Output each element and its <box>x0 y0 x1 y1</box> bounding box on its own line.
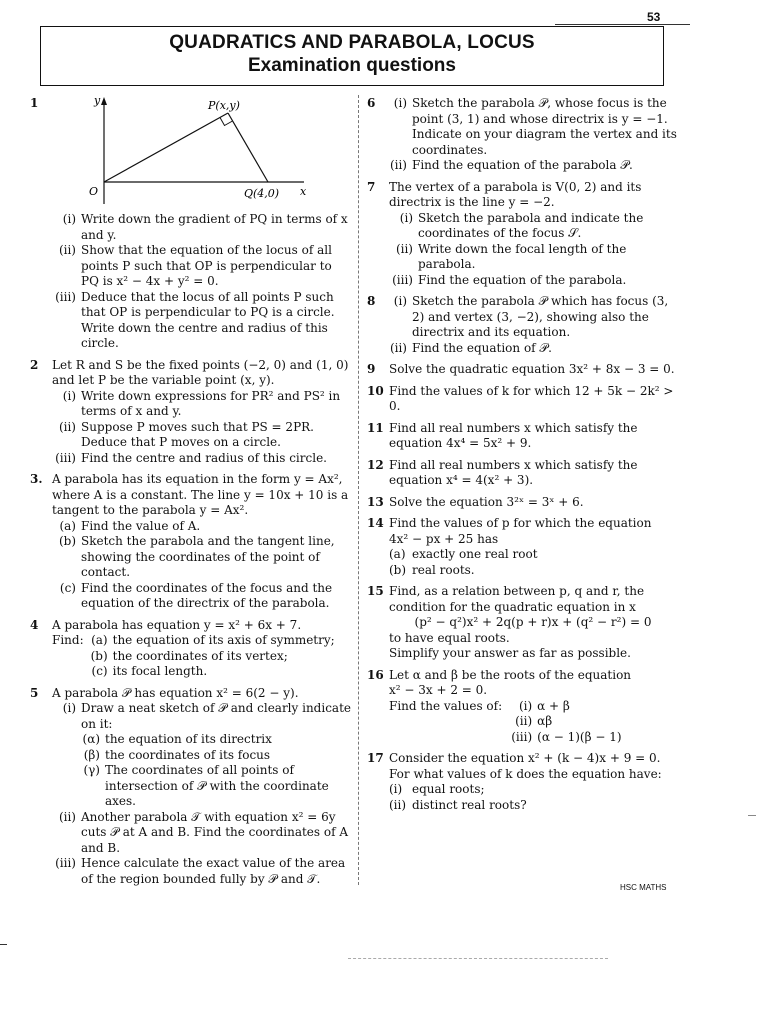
part: (i) Sketch the parabola and indicate the coordinates of the focus 𝒮. <box>399 210 644 240</box>
question-5: 5 A parabola 𝒫 has equation x² = 6(2 − y). (i) Draw a neat sketch of 𝒫 and clearly indicate on it: (α) the equation of its directrix (β) the coordinates of its focus (γ) The coordinates of all points of intersection of 𝒫 with the coordinate axes. (ii) Another parabola 𝒯 with equation x² = 6y cuts 𝒫 at A and B. Find the coordinates of A and B. (iii) Hence calculate the exact value of the area of the region bounded fully by 𝒫 and 𝒯. <box>30 685 351 886</box>
equation: (p² − q²)x² + 2q(p + r)x + (q² − r²) = 0 <box>414 615 652 629</box>
question-7: 7 The vertex of a parabola is V(0, 2) and its directrix is the line y = −2. (i) Sketch the parabola and indicate the coordinates of the focus 𝒮. (ii) Write down the focal length of the parabola. (iii) Find the equation of the parabola. <box>367 180 677 289</box>
question-3: 3. A parabola has its equation in the form y = Ax², where A is a constant. The line y = 10x + 10 is a tangent to the parabola y = Ax². (a) Find the value of A. (b) Sketch the parabola and the tangent line, showing the coordinates of the point of contact. (c) Find the coordinates of the focus and the equation of the directrix of the parabola. <box>30 472 352 612</box>
part: (ii) Another parabola 𝒯 with equation x² = 6y cuts 𝒫 at A and B. Find the coordinates of A and B. <box>58 809 349 855</box>
footer-label: HSC MATHS <box>620 883 667 892</box>
question-number: 1 <box>30 96 39 110</box>
question-9: 9 Solve the quadratic equation 3x² + 8x − 3 = 0. <box>367 362 675 376</box>
part: (iii) Find the equation of the parabola. <box>392 272 627 287</box>
part: (iii) (α − 1)(β − 1) <box>511 729 622 744</box>
margin-mark <box>748 815 756 816</box>
question-6: 6 (i) Sketch the parabola 𝒫, whose focus is the point (3, 1) and whose directrix is y = −1. Indicate on your diagram the vertex and its coordinates. (ii) Find the equation of the parabola 𝒫. <box>367 96 677 172</box>
part: (ii) Show that the equation of the locus of all points P such that OP is perpendicular to PQ is x² − 4x + y² = 0. <box>58 243 332 288</box>
part: (iii) Find the centre and radius of this circle. <box>55 450 327 465</box>
question-4: 4 A parabola has equation y = x² + 6x + 7. Find: (a) the equation of its axis of symmetry; (b) the coordinates of its vertex; (c) its focal length. <box>30 618 352 680</box>
question-intro: Let R and S be the fixed points (−2, 0) and (1, 0) and let P be the variable point (x, y). <box>52 357 349 387</box>
question-17: 17 Consider the equation x² + (k − 4)x + 9 = 0. For what values of k does the equation have: (i) equal roots; (ii) distinct real roots? <box>367 751 677 813</box>
part: (b) Sketch the parabola and the tangent line, showing the coordinates of the point of contact. <box>58 534 335 579</box>
origin-label: O <box>89 185 99 198</box>
locus-figure <box>52 96 312 208</box>
y-axis-label: y <box>94 96 101 107</box>
part: (a) exactly one real root <box>389 547 538 561</box>
page-subtitle: Examination questions <box>248 55 456 76</box>
equation: 4x² − px + 25 has <box>389 531 499 546</box>
part: (ii) Find the equation of 𝒫. <box>389 340 552 355</box>
question-1 <box>30 96 352 352</box>
question-intro: The vertex of a parabola is V(0, 2) and its directrix is the line y = −2. <box>389 179 642 209</box>
right-column <box>367 96 677 819</box>
header-box <box>40 26 664 86</box>
part: (a) the equation of its axis of symmetry; <box>91 633 335 647</box>
question-intro: A parabola has equation y = x² + 6x + 7. <box>52 617 302 632</box>
part: (i) α + β <box>518 698 570 713</box>
question-intro: A parabola 𝒫 has equation x² = 6(2 − y). <box>52 685 299 700</box>
part: (c) Find the coordinates of the focus and the equation of the directrix of the parabola. <box>59 580 333 610</box>
question-intro: A parabola has its equation in the form y = Ax², where A is a constant. The line y = 10x + 10 is a tangent to the parabola y = Ax². <box>52 472 349 517</box>
part: (i) Draw a neat sketch of 𝒫 and clearly indicate on it: <box>62 701 351 731</box>
subpart: (α) the equation of its directrix <box>82 732 272 746</box>
page-number: 53 <box>647 10 661 24</box>
part: (ii) Write down the focal length of the parabola. <box>395 241 627 271</box>
question-8: 8 (i) Sketch the parabola 𝒫 which has focus (3, 2) and vertex (3, −2), showing also the directrix and its equation. (ii) Find the equation of 𝒫. <box>367 294 677 356</box>
part: (b) real roots. <box>389 562 475 577</box>
part: (i) Write down the gradient of PQ in terms of x and y. <box>62 212 348 242</box>
point-p-label: P(x,y) <box>208 99 240 112</box>
part: (c) its focal length. <box>91 664 208 678</box>
part: (ii) Suppose P moves such that PS = 2PR. Deduce that P moves on a circle. <box>58 419 314 449</box>
part: (b) the coordinates of its vertex; <box>90 648 288 663</box>
question-11: 11 Find all real numbers x which satisfy the equation 4x⁴ = 5x² + 9. <box>367 420 638 450</box>
part: (i) Write down expressions for PR² and PS² in terms of x and y. <box>62 388 341 418</box>
part: (i) Sketch the parabola 𝒫 which has focus (3, 2) and vertex (3, −2), showing also the directrix and its equation. <box>393 294 669 339</box>
subpart: (γ) The coordinates of all points of intersection of 𝒫 with the coordinate axes. <box>83 763 329 808</box>
scan-mark <box>348 958 608 959</box>
part: (ii) distinct real roots? <box>389 797 527 812</box>
question-16: 16 Let α and β be the roots of the equation x² − 3x + 2 = 0. Find the values of: (i) α + β (ii) αβ (iii) (α − 1)(β − 1) <box>367 668 677 746</box>
question-15: 15 Find, as a relation between p, q and r, the condition for the quadratic equation in x (p² − q²)x² + 2q(p + r)x + (q² − r²) = 0 to have equal roots. Simplify your answer as far as possible. <box>367 584 677 662</box>
x-axis-label: x <box>300 185 307 198</box>
part: (i) Sketch the parabola 𝒫, whose focus is the point (3, 1) and whose directrix is y = −1. Indicate on your diagram the vertex and its coordinates. <box>393 96 677 157</box>
part: (iii) Deduce that the locus of all points P such that OP is perpendicular to PQ is a circle. Write down the centre and radius of this circle. <box>55 289 335 350</box>
question-10: 10 Find the values of k for which 12 + 5k − 2k² > 0. <box>367 383 674 413</box>
part: (ii) αβ <box>515 714 553 728</box>
column-divider <box>358 95 359 885</box>
question-13: 13 Solve the equation 3²ˣ = 3ˣ + 6. <box>367 494 584 509</box>
margin-mark <box>0 944 7 945</box>
page-title: QUADRATICS AND PARABOLA, LOCUS <box>169 32 535 53</box>
part: (i) equal roots; <box>389 782 485 796</box>
part: (ii) Find the equation of the parabola 𝒫. <box>389 158 633 172</box>
question-12: 12 Find all real numbers x which satisfy the equation x⁴ = 4(x² + 3). <box>367 457 638 487</box>
part: (a) Find the value of A. <box>59 518 201 533</box>
equation: x² − 3x + 2 = 0. <box>389 683 488 697</box>
subpart: (β) the coordinates of its focus <box>83 747 271 762</box>
part: (iii) Hence calculate the exact value of the area of the region bounded fully by 𝒫 and 𝒯. <box>55 856 346 886</box>
point-q-label: Q(4,0) <box>244 187 280 200</box>
left-column <box>30 96 352 893</box>
page-number-rule <box>555 24 690 25</box>
question-2: 2 Let R and S be the fixed points (−2, 0) and (1, 0) and let P be the variable point (x, y). (i) Write down expressions for PR² and PS² in terms of x and y. (ii) Suppose P moves such that PS = 2PR. Deduce that P moves on a circle. (iii) Find the centre and radius of this circle. <box>30 358 352 467</box>
question-14: 14 Find the values of p for which the equation 4x² − px + 25 has (a) exactly one real root (b) real roots. <box>367 516 677 578</box>
